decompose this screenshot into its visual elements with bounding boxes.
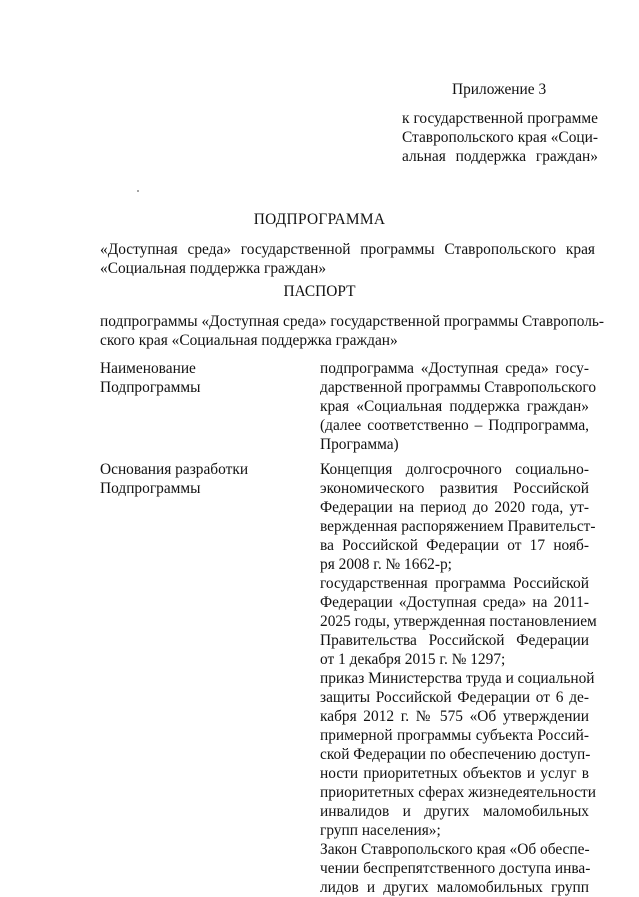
row-value-name xyxy=(320,359,597,454)
value-line: края «Социальная поддержка граждан» xyxy=(320,398,589,415)
value-line: государственная программа Российской xyxy=(320,575,589,592)
subprogram-line: «Социальная поддержка граждан» xyxy=(100,260,327,277)
value-line: групп населения»; xyxy=(320,822,441,839)
value-line: Закон Ставропольского края «Об обеспе- xyxy=(320,841,590,858)
subprogram-heading: ПОДПРОГРАММА xyxy=(253,211,386,228)
passport-line: подпрограммы «Доступная среда» государственной программы Ставрополь- xyxy=(100,313,605,330)
value-line: ва Российской Федерации от 17 нояб- xyxy=(320,537,589,554)
appendix-title: Приложение 3 xyxy=(452,81,547,98)
value-line: дарственной программы Ставропольского xyxy=(320,379,597,396)
passport-description xyxy=(100,312,605,350)
label-line: Подпрограммы xyxy=(100,480,201,497)
label-line: Основания разработки xyxy=(100,461,249,478)
passport-line: ского края «Социальная поддержка граждан» xyxy=(100,332,398,349)
value-line: примерной программы субъекта Россий- xyxy=(320,727,589,744)
appendix-reference xyxy=(402,109,598,166)
passport-heading: ПАСПОРТ xyxy=(283,283,356,300)
appendix-line: альная поддержка граждан» xyxy=(402,148,598,165)
value-line: Программа) xyxy=(320,436,399,453)
value-line: лидов и других маломобильных групп xyxy=(320,879,589,896)
appendix-line: Ставропольского края «Соци- xyxy=(402,129,598,146)
value-line: от 1 декабря 2015 г. № 1297; xyxy=(320,651,506,668)
value-line: Федерации на период до 2020 года, ут- xyxy=(320,499,589,516)
value-line: приказ Министерства труда и социальной xyxy=(320,670,595,687)
value-line: Концепция долгосрочного социально- xyxy=(320,461,589,478)
value-line: (далее соответственно – Подпрограмма, xyxy=(320,417,589,434)
value-line: вержденная распоряжением Правительст- xyxy=(320,518,596,535)
row-label-basis xyxy=(100,460,300,498)
row-label-name xyxy=(100,359,300,397)
value-line: инвалидов и других маломобильных xyxy=(320,803,589,820)
row-value-basis xyxy=(320,460,597,897)
subprogram-description xyxy=(100,240,595,278)
value-line: Правительства Российской Федерации xyxy=(320,632,589,649)
appendix-line: к государственной программе xyxy=(402,110,598,127)
value-line: 2025 годы, утвержденная постановлением xyxy=(320,613,597,630)
value-line: чении беспрепятственного доступа инва- xyxy=(320,860,591,877)
value-line: подпрограмма «Доступная среда» госу- xyxy=(320,360,589,377)
value-line: приоритетных сферах жизнедеятельности xyxy=(320,784,597,801)
subprogram-line: «Доступная среда» государственной программы Ставропольского края xyxy=(100,241,595,258)
value-line: ности приоритетных объектов и услуг в xyxy=(320,765,589,782)
value-line: экономического развития Российской xyxy=(320,480,589,497)
value-line: защиты Российской Федерации от 6 де- xyxy=(320,689,589,706)
label-line: Наименование Подпрограммы xyxy=(100,360,201,396)
value-line: кабря 2012 г. № 575 «Об утверждении xyxy=(320,708,589,725)
value-line: ря 2008 г. № 1662-р; xyxy=(320,556,452,573)
value-line: ской Федерации по обеспечению доступ- xyxy=(320,746,591,763)
scan-speck xyxy=(137,190,139,192)
value-line: Федерации «Доступная среда» на 2011- xyxy=(320,594,589,611)
